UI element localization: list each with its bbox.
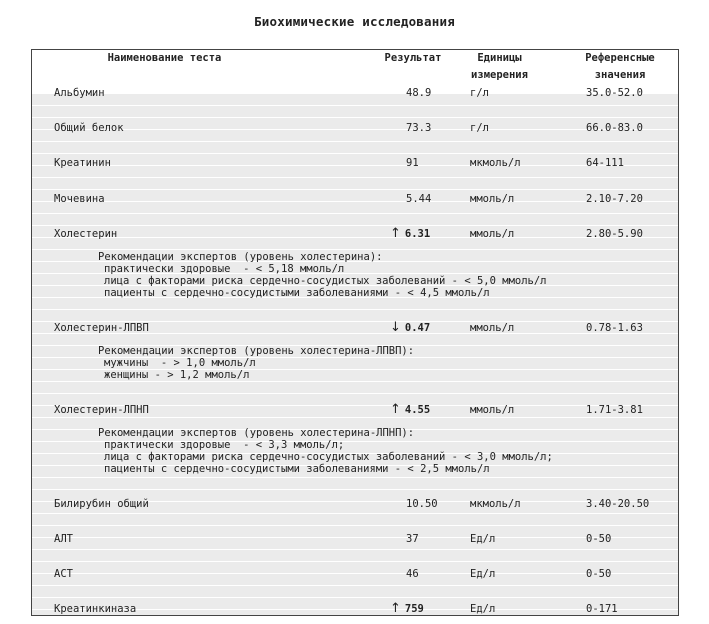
unit: мкмоль/л — [470, 498, 521, 510]
recommendation-line: пациенты с сердечно-сосудистыми заболеваниями - < 2,5 ммоль/л — [104, 463, 490, 475]
result-number: 759 — [404, 603, 424, 615]
arrow-up-icon: ↑ — [390, 226, 401, 241]
recommendation-line: мужчины - > 1,0 ммоль/л — [104, 357, 256, 369]
unit: ммоль/л — [470, 404, 515, 416]
result-number: 91 — [406, 157, 419, 169]
row-stripe — [32, 382, 678, 393]
test-name: АСТ — [54, 568, 73, 580]
unit: Ед/л — [470, 603, 496, 615]
row-stripe — [32, 514, 678, 525]
reference-range: 2.10-7.20 — [586, 193, 643, 205]
result-value — [390, 322, 430, 334]
unit: мкмоль/л — [470, 157, 521, 169]
header-units-line2: измерения — [471, 69, 528, 81]
unit: ммоль/л — [470, 193, 515, 205]
test-name: Холестерин-ЛПНП — [54, 404, 149, 416]
row-stripe — [32, 94, 678, 105]
row-stripe — [32, 526, 678, 537]
unit: ммоль/л — [470, 228, 515, 240]
result-number: 73.3 — [406, 122, 432, 134]
result-number: 48.9 — [406, 87, 432, 99]
header-reference-line1: Референсные — [585, 52, 655, 64]
result-value — [406, 568, 419, 580]
result-value — [390, 404, 430, 416]
test-name: Общий белок — [54, 122, 124, 134]
row-stripe — [32, 142, 678, 153]
page-title: Биохимические исследования — [254, 14, 455, 29]
result-value — [406, 157, 419, 169]
unit: Ед/л — [470, 568, 496, 580]
recommendation-line: практически здоровые - < 5,18 ммоль/л — [104, 263, 345, 275]
result-value — [406, 122, 431, 134]
recommendation-line: пациенты с сердечно-сосудистыми заболеваниями - < 4,5 ммоль/л — [104, 287, 490, 299]
test-name: Креатинин — [54, 157, 111, 169]
row-stripe — [32, 226, 678, 237]
reference-range: 35.0-52.0 — [586, 87, 643, 99]
row-stripe — [32, 298, 678, 309]
test-name: Альбумин — [54, 87, 105, 99]
row-stripe — [32, 178, 678, 189]
result-value — [390, 228, 430, 240]
test-name: АЛТ — [54, 533, 73, 545]
reference-range: 0-50 — [586, 568, 612, 580]
result-number: 4.55 — [404, 404, 431, 416]
row-stripe — [32, 562, 678, 573]
result-value — [406, 193, 431, 205]
test-name: Билирубин общий — [54, 498, 149, 510]
reference-range: 66.0-83.0 — [586, 122, 643, 134]
arrow-up-icon: ↑ — [390, 601, 401, 616]
header-test-name: Наименование теста — [107, 52, 222, 64]
row-stripe — [32, 538, 678, 549]
row-stripe — [32, 118, 678, 129]
result-number: 0.47 — [404, 322, 431, 334]
recommendation-heading: Рекомендации экспертов (уровень холестерина-ЛПВП): — [98, 345, 415, 357]
row-stripe — [32, 166, 678, 177]
recommendation-heading: Рекомендации экспертов (уровень холестерина-ЛПНП): — [98, 427, 415, 439]
result-number: 6.31 — [404, 228, 431, 240]
result-value — [406, 498, 438, 510]
arrow-up-icon: ↑ — [390, 402, 401, 417]
recommendation-line: лица с факторами риска сердечно-сосудистых заболеваний - < 3,0 ммоль/л; — [104, 451, 553, 463]
recommendation-heading: Рекомендации экспертов (уровень холестерина): — [98, 251, 383, 263]
row-stripe — [32, 310, 678, 321]
row-stripe — [32, 478, 678, 489]
row-stripe — [32, 202, 678, 213]
test-name: Холестерин — [54, 228, 118, 240]
result-number: 10.50 — [406, 498, 438, 510]
reference-range: 3.40-20.50 — [586, 498, 650, 510]
header-result: Результат — [384, 52, 442, 64]
row-stripe — [32, 334, 678, 345]
recommendation-line: практически здоровые - < 3,3 ммоль/л; — [104, 439, 345, 451]
row-stripe — [32, 574, 678, 585]
recommendation-line: лица с факторами риска сердечно-сосудистых заболеваний - < 5,0 ммоль/л — [104, 275, 547, 287]
test-name: Мочевина — [54, 193, 105, 205]
result-number: 46 — [406, 568, 419, 580]
row-stripe — [32, 190, 678, 201]
reference-range: 0-171 — [586, 603, 618, 615]
reference-range: 0-50 — [586, 533, 612, 545]
unit: ммоль/л — [470, 322, 515, 334]
header-reference-line2: значения — [594, 69, 646, 81]
row-stripe — [32, 214, 678, 225]
unit: Ед/л — [470, 533, 496, 545]
results-table — [31, 49, 679, 616]
result-value — [406, 533, 419, 545]
table-header — [32, 50, 678, 84]
row-stripe — [32, 130, 678, 141]
row-stripe — [32, 154, 678, 165]
result-number: 5.44 — [406, 193, 432, 205]
unit: г/л — [470, 87, 489, 99]
reference-range: 1.71-3.81 — [586, 404, 643, 416]
result-value — [390, 603, 424, 615]
recommendation-line: женщины - > 1,2 ммоль/л — [104, 369, 250, 381]
arrow-down-icon: ↓ — [390, 320, 401, 335]
unit: г/л — [470, 122, 489, 134]
reference-range: 64-111 — [586, 157, 624, 169]
row-stripe — [32, 106, 678, 117]
row-stripe — [32, 238, 678, 249]
header-units-line1: Единицы — [477, 52, 522, 64]
row-stripe — [32, 586, 678, 597]
reference-range: 2.80-5.90 — [586, 228, 643, 240]
result-value — [406, 87, 431, 99]
result-number: 37 — [406, 533, 419, 545]
reference-range: 0.78-1.63 — [586, 322, 643, 334]
row-stripe — [32, 550, 678, 561]
test-name: Холестерин-ЛПВП — [54, 322, 149, 334]
test-name: Креатинкиназа — [54, 603, 137, 615]
